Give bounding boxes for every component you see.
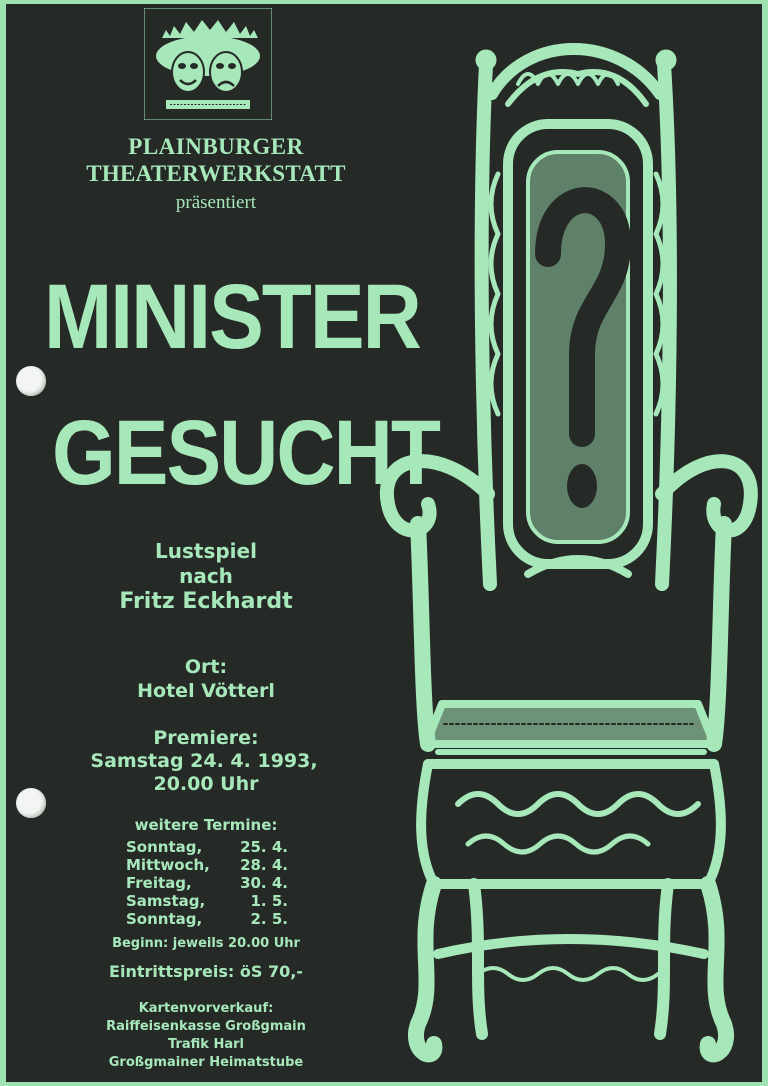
date-row [126, 838, 326, 856]
venue-label: Ort: [184, 656, 228, 678]
theater-masks-logo-icon [144, 8, 272, 120]
organizer-presents: präsentiert [175, 192, 257, 213]
date-day: Samstag, [126, 892, 206, 910]
date-day: Sonntag, [126, 838, 203, 856]
presale-place: Großgmainer Heimatstube [108, 1055, 304, 1070]
admission-price: Eintrittspreis: öS 70,- [109, 962, 303, 981]
punch-hole [16, 366, 46, 396]
date-day: Mittwoch, [126, 856, 210, 874]
date-value: 25. 4. [240, 838, 288, 856]
date-row [126, 856, 326, 874]
date-value: 1. 5. [250, 892, 288, 910]
genre-label: Lustspiel [155, 539, 257, 563]
presale-label: Kartenvorverkauf: [138, 1001, 274, 1016]
premiere-date: Samstag 24. 4. 1993, [90, 750, 318, 772]
date-row [126, 874, 326, 892]
date-row [126, 910, 326, 928]
author-name: Fritz Eckhardt [119, 589, 293, 614]
throne-chair-icon [378, 24, 758, 1082]
presale-place: Raiffeisenkasse Großgmain [106, 1019, 306, 1034]
date-day: Sonntag, [126, 910, 203, 928]
organizer-name-line2: THEATERWERKSTATT [86, 161, 346, 186]
organizer-name-line1: PLAINBURGER [128, 134, 304, 159]
flyer-sheet [6, 4, 762, 1082]
punch-hole [16, 788, 46, 818]
venue-name: Hotel Vötterl [137, 680, 275, 702]
more-dates-label: weitere Termine: [134, 816, 278, 834]
date-day: Freitag, [126, 874, 192, 892]
premiere-label: Premiere: [153, 727, 259, 749]
premiere-time: 20.00 Uhr [153, 773, 259, 795]
date-value: 30. 4. [240, 874, 288, 892]
more-dates-list [126, 838, 326, 928]
presale-place: Trafik Harl [168, 1037, 244, 1052]
date-value: 28. 4. [240, 856, 288, 874]
date-value: 2. 5. [250, 910, 288, 928]
start-time: Beginn: jeweils 20.00 Uhr [112, 936, 300, 951]
play-title-line2: GESUCHT [52, 402, 439, 505]
genre-connector: nach [179, 564, 233, 588]
play-title-line1: MINISTER [44, 266, 420, 369]
date-row [126, 892, 326, 910]
